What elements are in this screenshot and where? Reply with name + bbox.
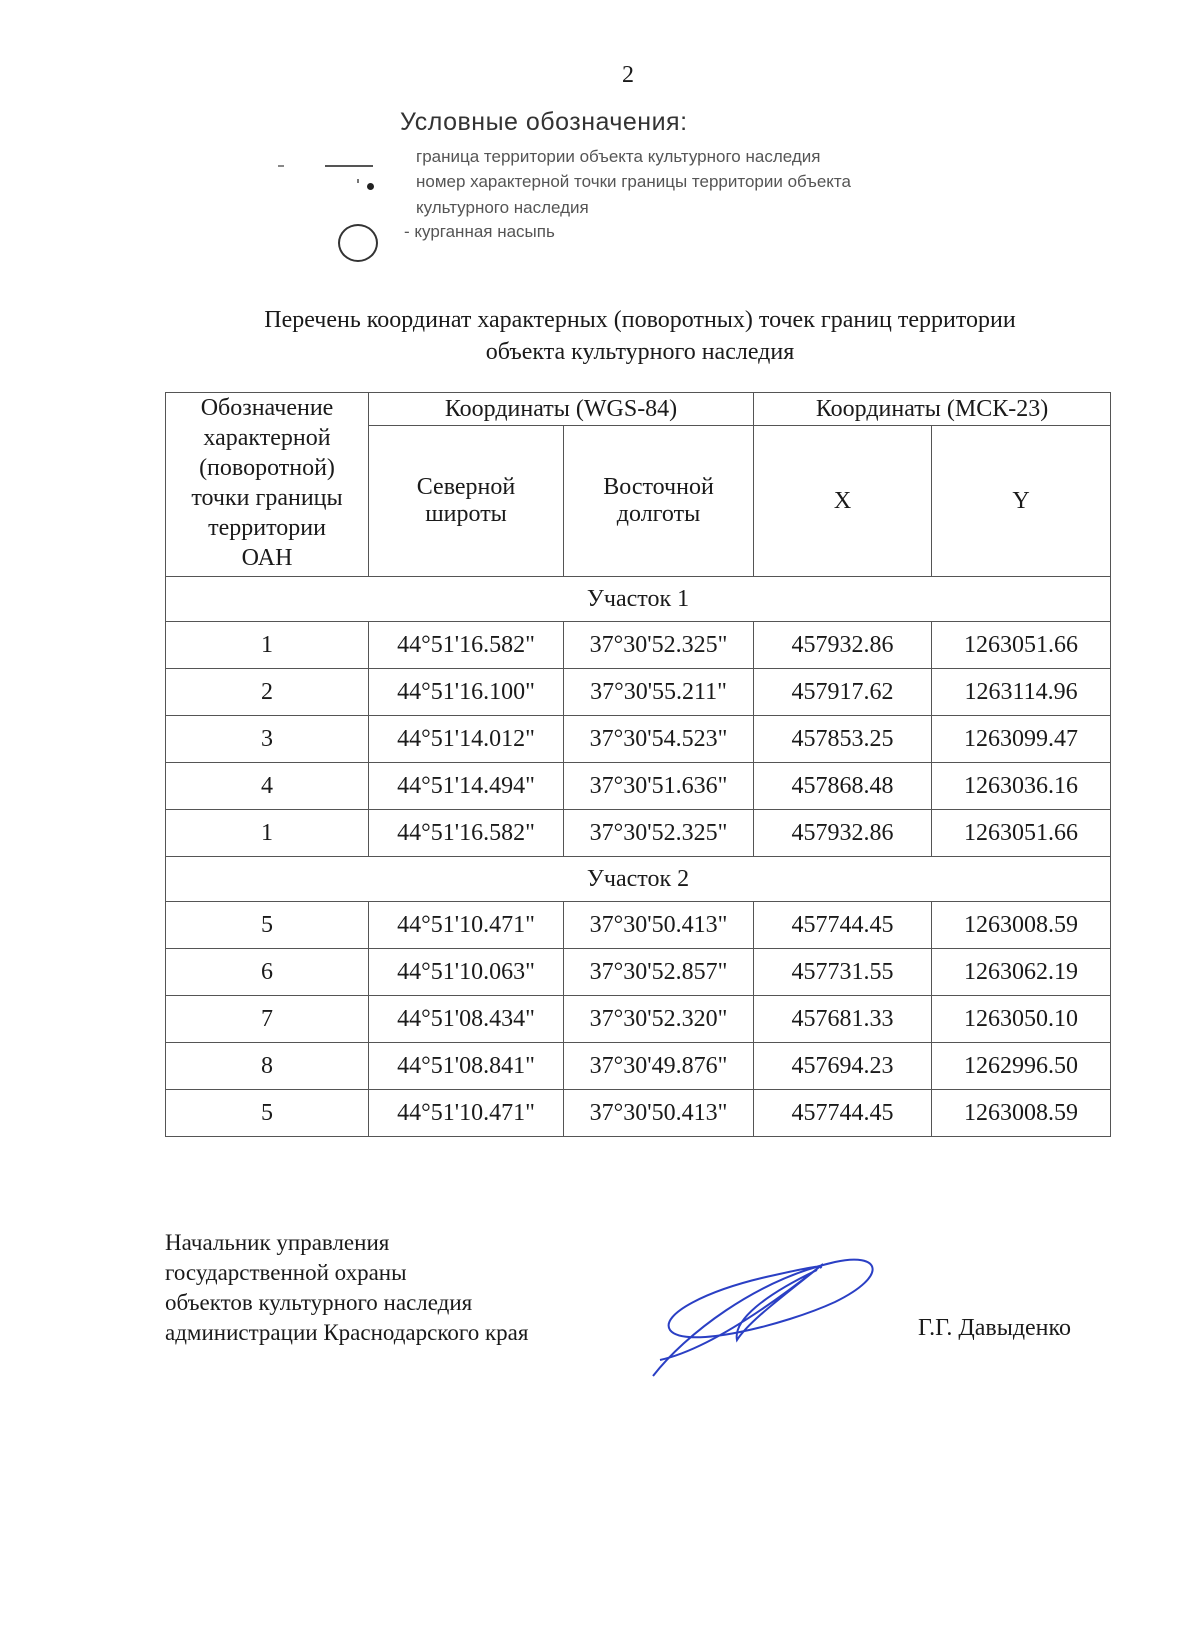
cell-y: 1263036.16	[932, 763, 1111, 810]
cell-lat: 44°51'10.471"	[369, 1090, 564, 1137]
header-latitude-line: Северной	[416, 474, 516, 500]
legend-tick-mark	[357, 179, 359, 183]
cell-y: 1262996.50	[932, 1043, 1111, 1090]
legend-item-point-cont: культурного наследия	[416, 198, 589, 217]
header-x: X	[754, 426, 932, 577]
signatory-title-line: объектов культурного наследия	[165, 1290, 473, 1315]
cell-point: 5	[166, 1090, 369, 1137]
header-point-designation	[166, 393, 369, 577]
header-point-line: характерной	[203, 425, 331, 451]
header-point-line: точки границы	[191, 485, 343, 511]
table-title	[160, 304, 1120, 368]
header-y: Y	[932, 426, 1111, 577]
signatory-name: Г.Г. Давыденко	[918, 1315, 1071, 1341]
cell-y: 1263051.66	[932, 810, 1111, 857]
header-longitude	[564, 426, 754, 577]
cell-lat: 44°51'16.100"	[369, 669, 564, 716]
cell-point: 1	[166, 622, 369, 669]
cell-lat: 44°51'16.582"	[369, 622, 564, 669]
table-row	[166, 622, 1111, 669]
page-number: 2	[622, 62, 634, 88]
cell-x: 457744.45	[754, 1090, 932, 1137]
cell-lon: 37°30'52.857"	[564, 949, 754, 996]
cell-x: 457681.33	[754, 996, 932, 1043]
cell-point: 2	[166, 669, 369, 716]
legend-item-point: номер характерной точки границы территории объекта	[416, 172, 851, 191]
table-row	[166, 810, 1111, 857]
cell-lat: 44°51'10.063"	[369, 949, 564, 996]
point-dot-icon	[367, 183, 374, 190]
mound-circle-icon	[338, 224, 378, 262]
header-point-line: (поворотной)	[199, 455, 335, 481]
cell-x: 457917.62	[754, 669, 932, 716]
cell-lon: 37°30'52.320"	[564, 996, 754, 1043]
signatory-title	[165, 1228, 528, 1348]
table-row	[166, 716, 1111, 763]
cell-y: 1263050.10	[932, 996, 1111, 1043]
cell-x: 457853.25	[754, 716, 932, 763]
cell-point: 5	[166, 902, 369, 949]
cell-lon: 37°30'50.413"	[564, 1090, 754, 1137]
legend-dash-mark	[278, 165, 284, 167]
cell-lat: 44°51'10.471"	[369, 902, 564, 949]
header-latitude	[369, 426, 564, 577]
signatory-title-line: государственной охраны	[165, 1260, 407, 1285]
cell-y: 1263099.47	[932, 716, 1111, 763]
cell-lat: 44°51'16.582"	[369, 810, 564, 857]
header-wgs84: Координаты (WGS-84)	[369, 393, 754, 426]
signatory-title-line: Начальник управления	[165, 1230, 390, 1255]
handwritten-signature	[645, 1240, 895, 1380]
cell-lon: 37°30'54.523"	[564, 716, 754, 763]
header-longitude-line: Восточной	[603, 474, 714, 500]
table-title-line-2: объекта культурного наследия	[485, 339, 795, 365]
cell-lat: 44°51'08.434"	[369, 996, 564, 1043]
cell-lat: 44°51'14.494"	[369, 763, 564, 810]
cell-point: 1	[166, 810, 369, 857]
legend-item-mound: - курганная насыпь	[404, 222, 555, 241]
header-msk23: Координаты (МСК-23)	[754, 393, 1111, 426]
cell-y: 1263008.59	[932, 902, 1111, 949]
cell-y: 1263051.66	[932, 622, 1111, 669]
table-row	[166, 902, 1111, 949]
cell-lon: 37°30'52.325"	[564, 622, 754, 669]
section-title: Участок 1	[166, 577, 1111, 622]
cell-lat: 44°51'08.841"	[369, 1043, 564, 1090]
cell-lon: 37°30'52.325"	[564, 810, 754, 857]
header-latitude-line: широты	[425, 501, 507, 527]
table-row	[166, 1043, 1111, 1090]
table-row	[166, 949, 1111, 996]
boundary-line-icon	[325, 165, 373, 167]
cell-y: 1263114.96	[932, 669, 1111, 716]
signatory-title-line: администрации Краснодарского края	[165, 1320, 529, 1345]
cell-x: 457694.23	[754, 1043, 932, 1090]
legend-item-boundary: граница территории объекта культурного наследия	[416, 147, 821, 166]
cell-point: 6	[166, 949, 369, 996]
cell-x: 457932.86	[754, 810, 932, 857]
cell-lat: 44°51'14.012"	[369, 716, 564, 763]
cell-point: 8	[166, 1043, 369, 1090]
coordinates-table	[165, 392, 1111, 1137]
header-point-line: ОАН	[241, 545, 293, 571]
cell-point: 7	[166, 996, 369, 1043]
cell-lon: 37°30'51.636"	[564, 763, 754, 810]
table-row	[166, 669, 1111, 716]
table-row	[166, 763, 1111, 810]
cell-lon: 37°30'49.876"	[564, 1043, 754, 1090]
header-point-line: территории	[208, 515, 326, 541]
cell-x: 457731.55	[754, 949, 932, 996]
table-row	[166, 996, 1111, 1043]
header-longitude-line: долготы	[616, 501, 701, 527]
table-row	[166, 1090, 1111, 1137]
cell-y: 1263062.19	[932, 949, 1111, 996]
cell-point: 4	[166, 763, 369, 810]
table-title-line-1: Перечень координат характерных (поворотных) точек границ территории	[264, 307, 1016, 333]
cell-point: 3	[166, 716, 369, 763]
cell-x: 457744.45	[754, 902, 932, 949]
cell-lon: 37°30'50.413"	[564, 902, 754, 949]
header-point-line: Обозначение	[200, 395, 334, 421]
cell-y: 1263008.59	[932, 1090, 1111, 1137]
cell-x: 457868.48	[754, 763, 932, 810]
section-title: Участок 2	[166, 857, 1111, 902]
legend-title: Условные обозначения:	[400, 108, 688, 136]
cell-lon: 37°30'55.211"	[564, 669, 754, 716]
cell-x: 457932.86	[754, 622, 932, 669]
